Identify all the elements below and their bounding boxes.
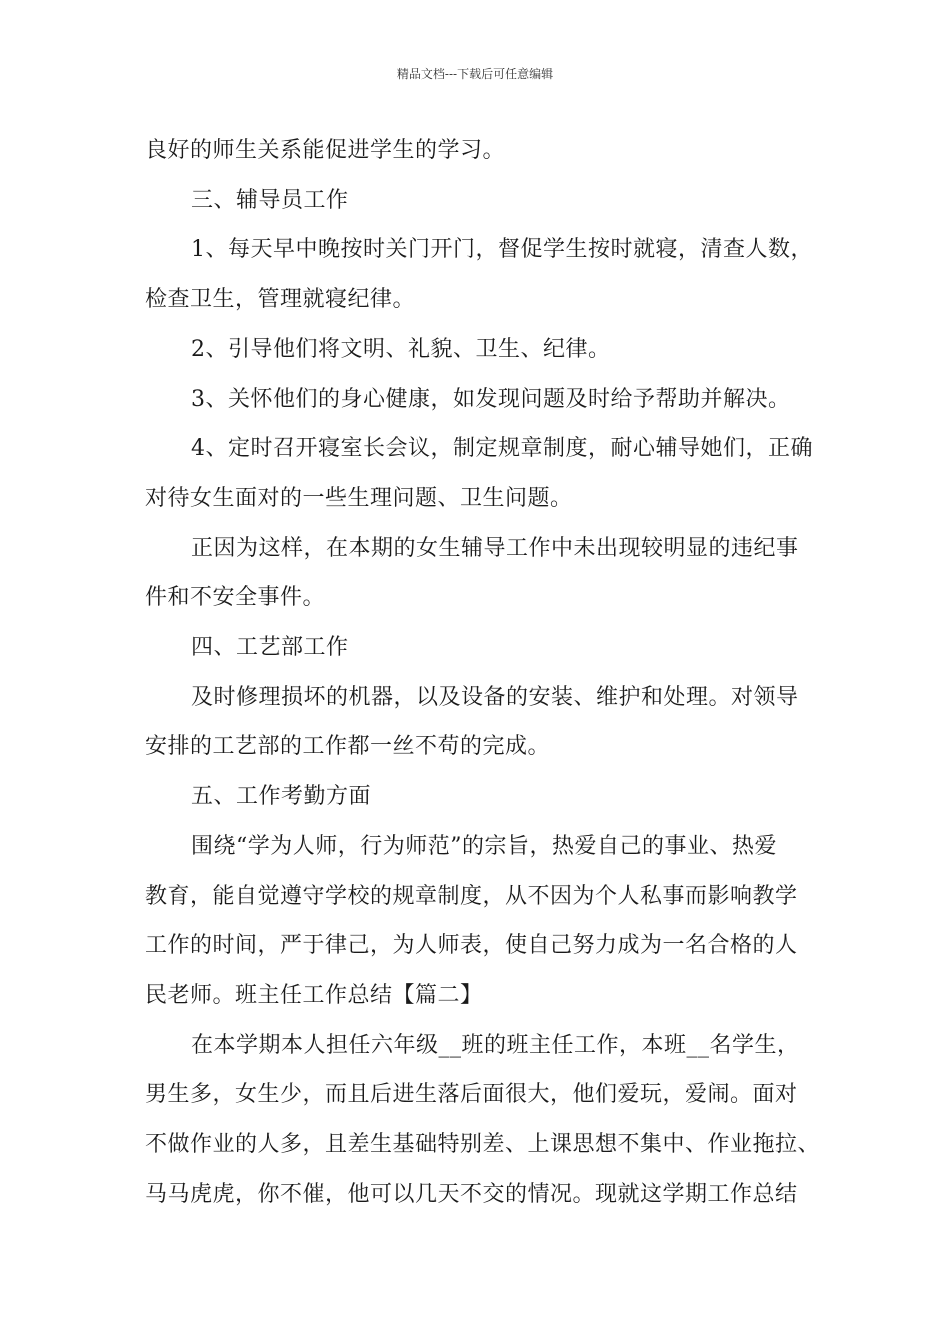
text-line: 马马虎虎，你不催，他可以几天不交的情况。现就这学期工作总结	[145, 1181, 798, 1207]
section-heading: 三、辅导员工作	[191, 187, 349, 213]
text-line: 件和不安全事件。	[145, 585, 326, 611]
text-line: 在本学期本人担任六年级__班的班主任工作，本班__名学生，	[191, 1032, 800, 1058]
text-line: 围绕“学为人师，行为师范”的宗旨，热爱自己的事业、热爱	[191, 833, 777, 859]
text-line: 及时修理损坏的机器，以及设备的安装、维护和处理。对领导	[191, 684, 799, 710]
text-line: 男生多，女生少，而且后进生落后面很大，他们爱玩，爱闹。面对	[145, 1082, 798, 1108]
text-line: 良好的师生关系能促进学生的学习。	[145, 138, 506, 163]
text-line: 安排的工艺部的工作都一丝不苟的完成。	[145, 734, 551, 760]
text-line: 教育，能自觉遵守学校的规章制度，从不因为个人私事而影响教学	[145, 883, 798, 909]
text-line: 民老师。班主任工作总结【篇二】	[145, 982, 483, 1008]
document-body	[145, 126, 821, 1219]
text-line: 4、定时召开寝室长会议，制定规章制度，耐心辅导她们，正确	[191, 436, 813, 462]
section-heading: 四、工艺部工作	[191, 635, 349, 661]
text-line: 1、每天早中晚按时关门开门，督促学生按时就寝，清查人数，	[191, 237, 813, 263]
page-header: 精品文档---下载后可任意编辑	[396, 67, 554, 81]
text-line: 检查卫生，管理就寝纪律。	[145, 287, 416, 313]
text-line: 3、关怀他们的身心健康，如发现问题及时给予帮助并解决。	[191, 386, 791, 412]
text-line: 对待女生面对的一些生理问题、卫生问题。	[145, 485, 573, 511]
text-line: 2、引导他们将文明、礼貌、卫生、纪律。	[191, 336, 611, 362]
text-line: 正因为这样，在本期的女生辅导工作中未出现较明显的违纪事	[191, 535, 799, 561]
section-heading: 五、工作考勤方面	[191, 784, 372, 810]
text-line: 不做作业的人多，且差生基础特别差、上课思想不集中、作业拖拉、	[145, 1132, 821, 1158]
text-line: 工作的时间，严于律己，为人师表，使自己努力成为一名合格的人	[145, 933, 798, 959]
